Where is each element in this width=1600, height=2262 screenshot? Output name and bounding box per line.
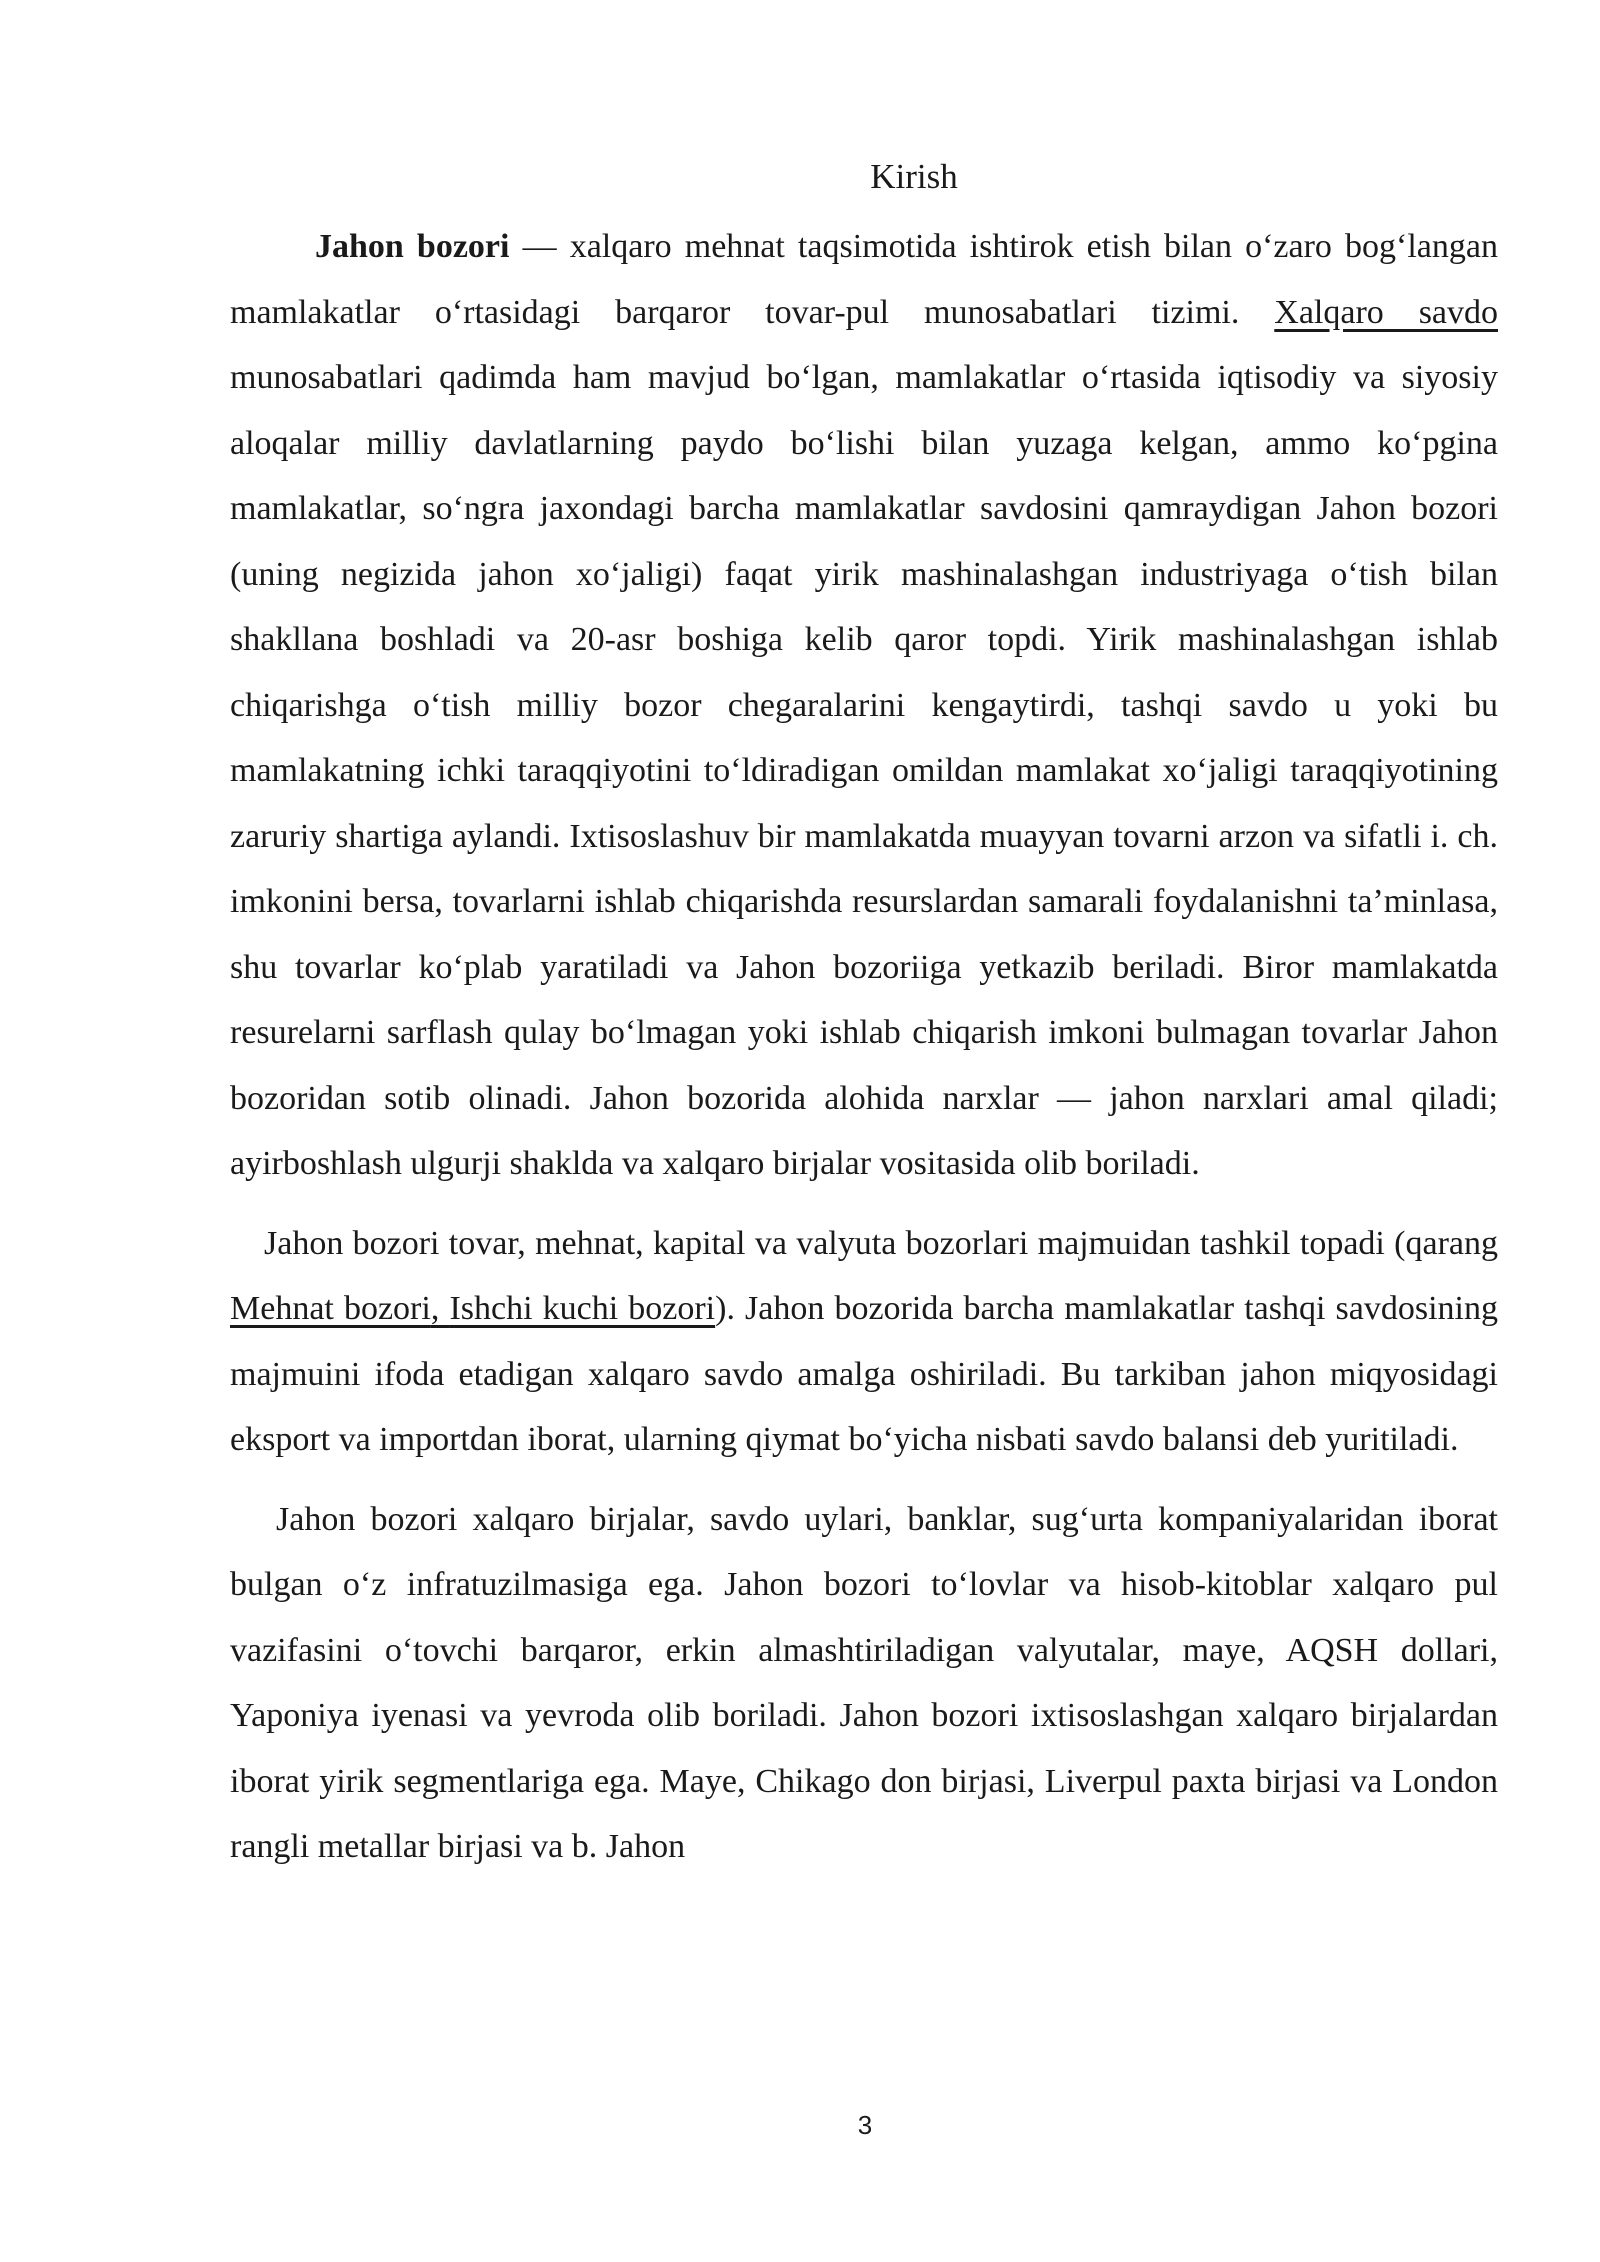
paragraph-1-text-a: — xalqaro mehnat taqsimotida ishtirok etish bilan o‘zaro bog‘langan mamlakatlar o‘rtasidagi barqaror tovar-pul munosabatlari tizimi. (230, 228, 1498, 331)
paragraph-3 (230, 1487, 1498, 1880)
page-number: 3 (857, 2110, 873, 2140)
link-mehnat-bozori[interactable]: Mehnat bozori (230, 1290, 431, 1327)
paragraph-2-text-b: ). Jahon bozorida barcha mamlakatlar tashqi savdosining majmuini ifoda etadigan xalqaro savdo amalga oshiriladi. Bu tarkiban jahon miqyosidagi eksport va importdan iborat, ularning qiymat bo‘yicha nisbati savdo balansi deb yuritiladi. (230, 1290, 1498, 1458)
page-title: Kirish (870, 157, 958, 196)
link-separator: , (430, 1290, 450, 1327)
paragraph-1 (230, 214, 1498, 1197)
paragraph-1-text-b: munosabatlari qadimda ham mavjud bo‘lgan, mamlakatlar o‘rtasida iqtisodiy va siyosiy aloqalar milliy davlatlarning paydo bo‘lishi bilan yuzaga kelgan, ammo ko‘pgina mamlakatlar, so‘ngra jaxondagi barcha mamlakatlar savdosini qamraydigan Jahon bozori (uning negizida jahon xo‘jaligi) faqat yirik mashinalashgan industriyaga o‘tish bilan shakllana boshladi va 20-asr boshiga kelib qaror topdi. Yirik mashinalashgan ishlab chiqarishga o‘tish milliy bozor chegaralarini kengaytirdi, tashqi savdo u yoki bu mamlakatning ichki taraqqiyotini to‘ldiradigan omildan mamlakat xo‘jaligi taraqqiyotining zaruriy shartiga aylandi. Ixtisoslashuv bir mamlakatda muayyan tovarni arzon va sifatli i. ch. imkonini bersa, tovarlarni ishlab chiqarishda resurslardan samarali foydalanishni ta’minlasa, shu tovarlar ko‘plab yaratiladi va Jahon bozoriiga yetkazib beriladi. Biror mamlakatda resurelarni sarflash qulay bo‘lmagan yoki ishlab chiqarish imkoni bulmagan tovarlar Jahon bozoridan sotib olinadi. Jahon bozorida alohida narxlar — jahon narxlari amal qiladi; ayirboshlash ulgurji shaklda va xalqaro birjalar vositasida olib boriladi. (230, 359, 1498, 1182)
page-content (230, 148, 1498, 1880)
link-xalqaro-savdo[interactable]: Xalqaro savdo (1274, 293, 1499, 331)
paragraph-2 (230, 1211, 1498, 1473)
bold-term: Jahon bozori (315, 228, 510, 265)
paragraph-2-text-a: Jahon bozori tovar, mehnat, kapital va valyuta bozorlari majmuidan tashkil topadi (qarang (264, 1224, 1498, 1262)
paragraph-3-text: Jahon bozori xalqaro birjalar, savdo uylari, banklar, sug‘urta kompaniyalaridan iborat bulgan o‘z infratuzilmasiga ega. Jahon bozori to‘lovlar va hisob-kitoblar xalqaro pul vazifasini o‘tovchi barqaror, erkin almashtiriladigan valyutalar, maye, AQSH dollari, Yaponiya iyenasi va yevroda olib boriladi. Jahon bozori ixtisoslashgan xalqaro birjalardan iborat yirik segmentlariga ega. Maye, Chikago don birjasi, Liverpul paxta birjasi va London rangli metallar birjasi va b. Jahon (230, 1500, 1498, 1865)
link-ishchi-kuchi-bozori[interactable]: Ishchi kuchi bozori (449, 1290, 716, 1327)
